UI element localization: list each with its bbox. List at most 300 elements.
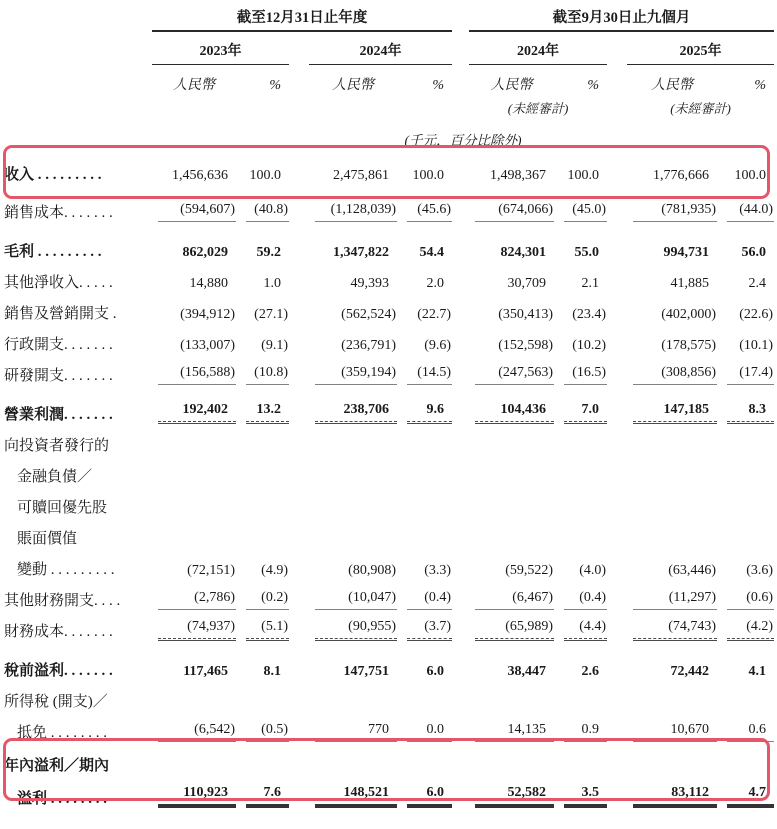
cell-value [236,519,289,550]
column-gap [607,151,627,193]
cell-value-text: 192,402 [182,402,228,417]
unaudited-row [4,94,774,117]
cell-value [236,612,289,643]
cell-value-text: (80,908) [348,563,396,578]
cell-value [309,224,397,263]
cell-value [469,263,554,294]
total-rule [246,221,289,222]
row-label-text: 抵免 . . . . . . . . [17,725,108,741]
column-gap [289,65,309,95]
total-rule [633,741,717,742]
cell-value-text: 6.0 [426,664,445,679]
column-gap [452,581,469,612]
cell-value-text: (16.5) [572,365,607,380]
cell-value [397,294,452,325]
table-header [4,6,774,151]
cell-value [236,356,289,387]
column-gap [607,488,627,519]
total-rule [315,609,397,610]
row-label-text: 行政開支. . . . . . . [4,337,113,353]
column-gap [289,457,309,488]
column-gap [289,387,309,426]
cell-value [469,426,554,457]
cell-value [554,193,607,224]
cell-value [309,612,397,643]
column-gap [289,31,309,65]
period-group-nine-months: 截至9月30日止九個月 [469,6,774,31]
column-gap [607,263,627,294]
cell-value-text: 2.1 [581,276,600,291]
column-gap [289,612,309,643]
row-label-text: 稅前溢利. . . . . . . [4,663,113,679]
cell-value-text: 14,135 [507,722,547,737]
table-row [4,193,774,224]
cell-value-text: (1,128,039) [330,202,396,217]
cell-value [627,744,717,777]
cell-value-text: (359,194) [341,365,396,380]
cell-value [627,426,717,457]
row-label [4,519,152,550]
cell-value [627,713,717,744]
cell-value [717,581,774,612]
column-gap [607,581,627,612]
total-rule [246,609,289,610]
column-gap [452,263,469,294]
row-label-text: 研發開支. . . . . . . [4,368,113,384]
unaudited-note: (未經審計) [670,101,731,116]
cell-value-text: 49,393 [350,276,389,291]
table-row [4,777,774,810]
cell-value [554,224,607,263]
cell-value-text: 13.2 [256,402,281,417]
column-gap [607,356,627,387]
column-gap [607,457,627,488]
row-label-text: 其他淨收入. . . . . [4,275,113,291]
header-spacer [4,31,152,65]
cell-value-text: (0.4) [579,590,607,605]
total-rule [315,221,397,222]
total-rule [407,609,452,610]
cell-value [554,713,607,744]
cell-value-text: 100.0 [734,168,767,183]
column-gap [452,94,469,117]
total-rule [475,609,554,610]
cell-value-text: (14.5) [417,365,452,380]
table-row [4,151,774,193]
cell-value [309,356,397,387]
cell-value-text: (10.1) [739,338,774,353]
cell-value [152,581,236,612]
cell-value-text: 9.6 [426,402,445,417]
table-row [4,263,774,294]
table-row [4,581,774,612]
row-label [4,457,152,488]
column-gap [452,151,469,193]
cell-value [717,519,774,550]
row-label [4,325,152,356]
cell-value-text: 2.6 [581,664,600,679]
column-gap [607,744,627,777]
cell-value-text: 38,447 [507,664,547,679]
total-rule [246,384,289,385]
row-label-text: 營業利潤. . . . . . . [4,407,113,423]
total-rule [475,221,554,222]
cell-value [627,356,717,387]
total-rule [407,221,452,222]
cell-value-text: (59,522) [505,563,554,578]
cell-value-text: 1.0 [263,276,281,291]
total-rule [407,421,452,424]
cell-value [554,457,607,488]
cell-value [236,294,289,325]
total-rule [633,638,717,641]
column-gap [289,356,309,387]
row-label [4,263,152,294]
column-gap [452,519,469,550]
cell-value [717,457,774,488]
total-rule [564,421,607,424]
column-gap [289,744,309,777]
total-rule [564,638,607,641]
table-row [4,356,774,387]
cell-value-text: (72,151) [187,563,235,578]
total-rule [315,421,397,424]
cell-value [627,263,717,294]
cell-value [554,744,607,777]
cell-value [152,744,236,777]
column-gap [607,224,627,263]
cell-value-text: (0.4) [424,590,452,605]
row-label-text: 毛利 . . . . . . . . . [4,244,102,260]
column-gap [607,643,627,682]
cell-value-text: 7.0 [581,402,600,417]
percent-header: % [432,78,445,93]
cell-value-text: (22.6) [739,307,774,322]
cell-value [152,488,236,519]
column-gap [289,294,309,325]
cell-value-text: 994,731 [663,245,710,260]
total-rule [407,804,452,808]
cell-value-text: 14,880 [189,276,228,291]
row-label [4,777,152,810]
cell-value-text: 104,436 [500,402,547,417]
column-gap [607,193,627,224]
percent-header: % [587,78,600,93]
cell-value-text: 0.6 [748,722,767,737]
cell-value-text: 0.9 [581,722,600,737]
cell-value [309,519,397,550]
table-row [4,457,774,488]
total-rule [158,384,236,385]
column-gap [607,612,627,643]
cell-value [152,151,236,193]
header-spacer [4,117,152,151]
row-label-text: 年內溢利／期內 [4,758,110,774]
cell-value [152,643,236,682]
cell-value [236,151,289,193]
cell-value-text: (247,563) [498,365,554,380]
total-rule [246,638,289,641]
cell-value [236,387,289,426]
cell-value [627,193,717,224]
cell-value-text: (65,989) [505,619,554,634]
row-label-text: 賬面價值 [17,531,78,547]
row-label-text: 所得稅 (開支)／ [4,694,108,710]
cell-value [397,151,452,193]
cell-value-text: 147,751 [343,664,389,679]
cell-value [554,519,607,550]
total-rule [564,804,607,808]
column-gap [607,65,627,95]
table-row [4,550,774,581]
cell-value-text: (10.2) [572,338,607,353]
cell-value [309,744,397,777]
cell-value [554,777,607,810]
cell-value-text: 1,498,367 [490,168,547,183]
units-note-row [4,117,774,151]
currency-header: 人民幣 [490,78,533,93]
cell-value-text: (9.1) [261,338,288,353]
total-rule [633,421,717,424]
column-gap [607,519,627,550]
column-gap [289,224,309,263]
row-label-text: 其他財務開支. . . . [4,593,121,609]
column-gap [452,224,469,263]
cell-value-text: (23.4) [572,307,607,322]
cell-value-text: (3.7) [424,619,452,634]
cell-value-text: (4.2) [746,619,774,634]
currency-header: 人民幣 [332,78,374,93]
cell-value [717,682,774,713]
cell-value-text: 147,185 [663,402,710,417]
cell-value [627,224,717,263]
row-label-text: 溢利 . . . . . . . . [17,791,108,807]
cell-value-text: 56.0 [741,245,767,260]
total-rule [727,384,774,385]
cell-value [309,682,397,713]
cell-value [554,426,607,457]
total-rule [727,804,774,808]
cell-value-text: 148,521 [343,785,389,800]
column-gap [452,6,469,31]
cell-value [309,643,397,682]
cell-value [397,550,452,581]
cell-value-text: (178,575) [661,338,717,353]
total-rule [564,609,607,610]
cell-value-text: 824,301 [500,245,547,260]
cell-value-text: (6,542) [194,722,235,737]
year-header-2025-9m: 2025年 [627,31,774,65]
column-gap [289,193,309,224]
cell-value [554,325,607,356]
column-gap [452,193,469,224]
cell-value [152,777,236,810]
column-gap [452,682,469,713]
cell-value [469,488,554,519]
cell-value [717,294,774,325]
column-gap [452,488,469,519]
cell-value [469,224,554,263]
cell-value-text: (0.2) [261,590,288,605]
header-spacer [4,65,152,95]
cell-value [236,488,289,519]
cell-value [236,581,289,612]
column-gap [452,550,469,581]
cell-value [627,643,717,682]
column-gap [289,488,309,519]
table-row [4,612,774,643]
cell-value [554,612,607,643]
cell-value [152,550,236,581]
cell-value [469,777,554,810]
table-row [4,519,774,550]
total-rule [475,804,554,808]
cell-value [236,744,289,777]
cell-value-text: (9.6) [424,338,452,353]
currency-header: 人民幣 [173,78,215,93]
cell-value-text: (11,297) [668,590,717,605]
column-gap [452,65,469,95]
cell-value-text: 72,442 [670,664,710,679]
column-gap [452,612,469,643]
column-gap [289,682,309,713]
cell-value-text: 770 [368,722,389,737]
cell-value-text: 117,465 [183,664,228,679]
cell-value-text: 2,475,861 [333,168,389,183]
cell-value-text: 7.6 [263,785,281,800]
column-gap [289,325,309,356]
cell-value [627,151,717,193]
total-rule [633,609,717,610]
cell-value-text: (674,066) [498,202,554,217]
cell-value [309,457,397,488]
total-rule [564,741,607,742]
column-gap [452,643,469,682]
cell-value-text: 2.4 [748,276,767,291]
cell-value [309,325,397,356]
cell-value [469,550,554,581]
cell-value-text: 100.0 [567,168,600,183]
total-rule [407,384,452,385]
column-gap [289,151,309,193]
cell-value [152,682,236,713]
cell-value [717,325,774,356]
unit-row [4,65,774,95]
cell-value-text: 4.7 [748,785,767,800]
row-label [4,713,152,744]
cell-value-text: (402,000) [661,307,717,322]
table-row [4,488,774,519]
year-row [4,31,774,65]
total-rule [564,384,607,385]
percent-header: % [754,78,767,93]
cell-value-text: (152,598) [498,338,554,353]
cell-value [717,713,774,744]
column-gap [452,294,469,325]
cell-value [469,713,554,744]
cell-value [469,744,554,777]
row-label-text: 財務成本. . . . . . . [4,624,113,640]
cell-value-text: 59.2 [256,245,281,260]
cell-value-text: 100.0 [249,168,281,183]
column-gap [607,426,627,457]
cell-value [397,519,452,550]
row-label [4,682,152,713]
cell-value-text: (44.0) [739,202,774,217]
cell-value [469,325,554,356]
cell-value [397,713,452,744]
cell-value [152,325,236,356]
cell-value [627,457,717,488]
cell-value [717,643,774,682]
cell-value-text: 238,706 [343,402,389,417]
column-gap [607,294,627,325]
cell-value [236,777,289,810]
cell-value [236,325,289,356]
row-label-text: 金融負債／ [17,469,93,485]
column-gap [607,325,627,356]
total-rule [158,638,236,641]
cell-value-text: (74,743) [668,619,717,634]
cell-value [152,426,236,457]
column-gap [452,387,469,426]
cell-value-text: (2,786) [194,590,235,605]
cell-value [627,294,717,325]
cell-value-text: 83,112 [671,785,710,800]
total-rule [727,741,774,742]
cell-value [554,488,607,519]
cell-value-text: (17.4) [739,365,774,380]
cell-value-text: 1,776,666 [653,168,710,183]
cell-value [554,387,607,426]
cell-value [469,519,554,550]
cell-value [469,356,554,387]
cell-value-text: (45.6) [417,202,452,217]
cell-value [397,744,452,777]
column-gap [289,777,309,810]
total-rule [633,221,717,222]
total-rule [158,421,236,424]
percent-header: % [269,78,281,93]
column-gap [289,263,309,294]
cell-value-text: 3.5 [581,785,600,800]
cell-value-text: (27.1) [254,307,288,322]
cell-value-text: (350,413) [498,307,554,322]
total-rule [727,221,774,222]
header-spacer [4,6,152,31]
cell-value [469,643,554,682]
table-row [4,682,774,713]
cell-value [152,356,236,387]
row-label [4,612,152,643]
column-gap [607,31,627,65]
column-gap [452,325,469,356]
cell-value [397,777,452,810]
total-rule [633,804,717,808]
cell-value-text: (4.4) [579,619,607,634]
cell-value-text: (74,937) [187,619,235,634]
row-label-text: 向投資者發行的 [4,438,110,454]
period-group-annual: 截至12月31日止年度 [152,6,452,31]
cell-value [236,426,289,457]
column-gap [289,94,309,117]
cell-value [717,612,774,643]
row-label [4,550,152,581]
year-header-2023: 2023年 [152,31,289,65]
cell-value-text: 8.1 [263,664,281,679]
column-gap [289,643,309,682]
cell-value [717,550,774,581]
